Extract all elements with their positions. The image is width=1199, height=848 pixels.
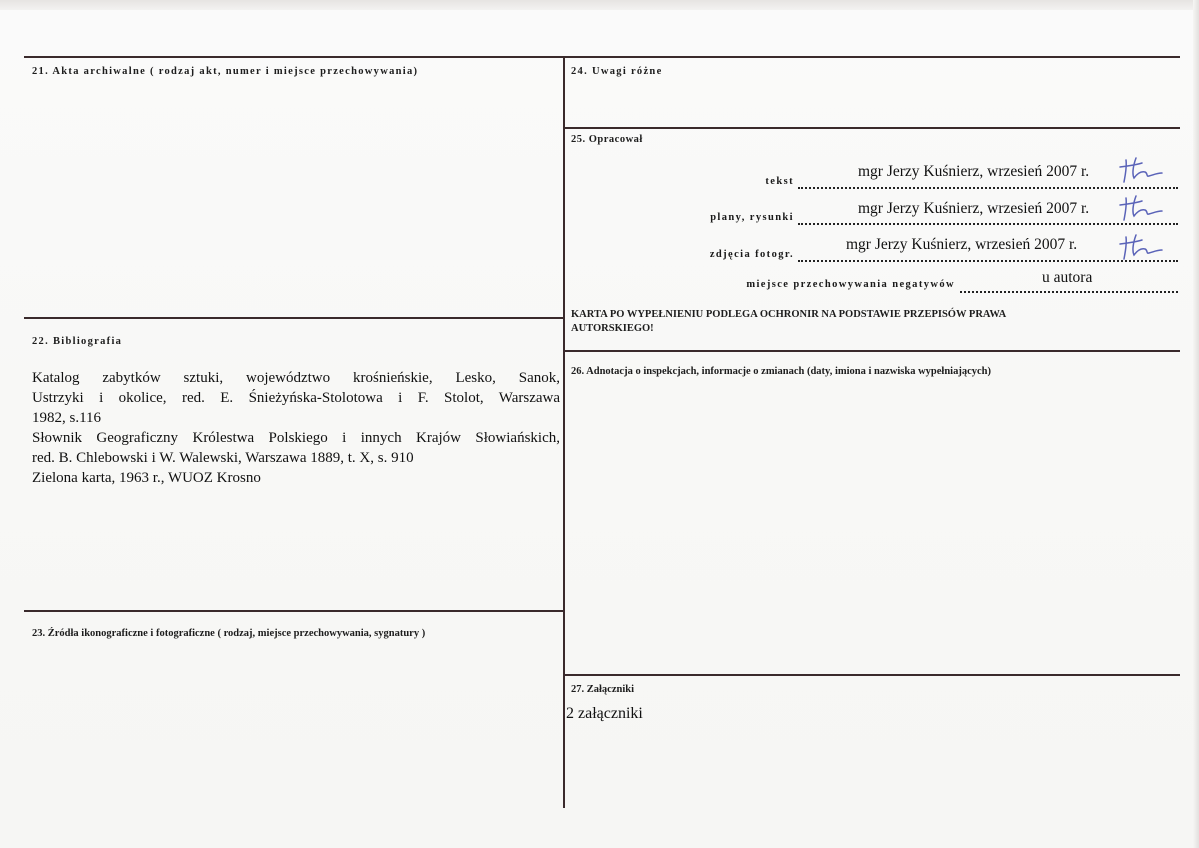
section-26-label: 26. Adnotacja o inspekcjach, informacje o zmianach (daty, imiona i nazwiska wypełniających) [571, 366, 991, 377]
signature-3 [1118, 231, 1164, 261]
rule-top [24, 56, 1180, 58]
rule-left-23 [24, 610, 564, 612]
negatives-value: u autora [1042, 269, 1093, 286]
bibliography-line: red. B. Chlebowski i W. Walewski, Warszawa 1889, t. X, s. 910 [32, 450, 414, 466]
copyright-warning-line: KARTA PO WYPEŁNIENIU PODLEGA OCHRONIR NA PODSTAWIE PRZEPISÓW PRAWA [571, 309, 1007, 320]
rule-right-26 [564, 350, 1180, 352]
dotted-line [798, 223, 1178, 225]
dotted-line [798, 187, 1178, 189]
author-text-value: mgr Jerzy Kuśnierz, wrzesień 2007 r. [858, 163, 1090, 180]
section-23-label: 23. Źródła ikonograficzne i fotograficzne ( rodzaj, miejsce przechowywania, sygnatury ) [32, 628, 426, 639]
bibliography-line: Katalog zabytków sztuki, województwo krośnieńskie, Lesko, Sanok, [32, 370, 560, 386]
negatives-label: miejsce przechowywania negatywów [746, 279, 955, 290]
author-plans-label: plany, rysunki [710, 212, 794, 223]
section-25-label: 25. Opracował [571, 134, 643, 145]
section-21-label: 21. Akta archiwalne ( rodzaj akt, numer i miejsce przechowywania) [32, 66, 419, 77]
rule-center [563, 56, 565, 808]
section-27-label: 27. Załączniki [571, 684, 635, 695]
author-photos-value: mgr Jerzy Kuśnierz, wrzesień 2007 r. [846, 236, 1078, 253]
bibliography-line: Zielona karta, 1963 r., WUOZ Krosno [32, 470, 261, 486]
rule-left-22 [24, 317, 564, 319]
author-text-label: tekst [765, 176, 794, 187]
author-plans-value: mgr Jerzy Kuśnierz, wrzesień 2007 r. [858, 200, 1090, 217]
section-22-label: 22. Bibliografia [32, 336, 123, 347]
bibliography-line: Ustrzyki i okolice, red. E. Śnieżyńska-Stolotowa i F. Stolot, Warszawa [32, 390, 560, 406]
attachments-value: 2 załączniki [566, 705, 643, 722]
author-photos-label: zdjęcia fotogr. [709, 249, 794, 260]
card-right-edge [1193, 0, 1199, 848]
bibliography-line: 1982, s.116 [32, 410, 102, 426]
bibliography-text [32, 368, 560, 488]
section-24-label: 24. Uwagi różne [571, 66, 663, 77]
copyright-warning-line: AUTORSKIEGO! [571, 323, 654, 334]
dotted-line [960, 291, 1178, 293]
rule-right-27 [564, 674, 1180, 676]
card-top-edge [0, 0, 1199, 10]
signature-2 [1118, 192, 1164, 222]
copyright-warning [571, 308, 1006, 336]
bibliography-line: Słownik Geograficzny Królestwa Polskiego i innych Krajów Słowiańskich, [32, 430, 560, 446]
signature-1 [1118, 154, 1164, 184]
rule-right-25 [564, 127, 1180, 129]
